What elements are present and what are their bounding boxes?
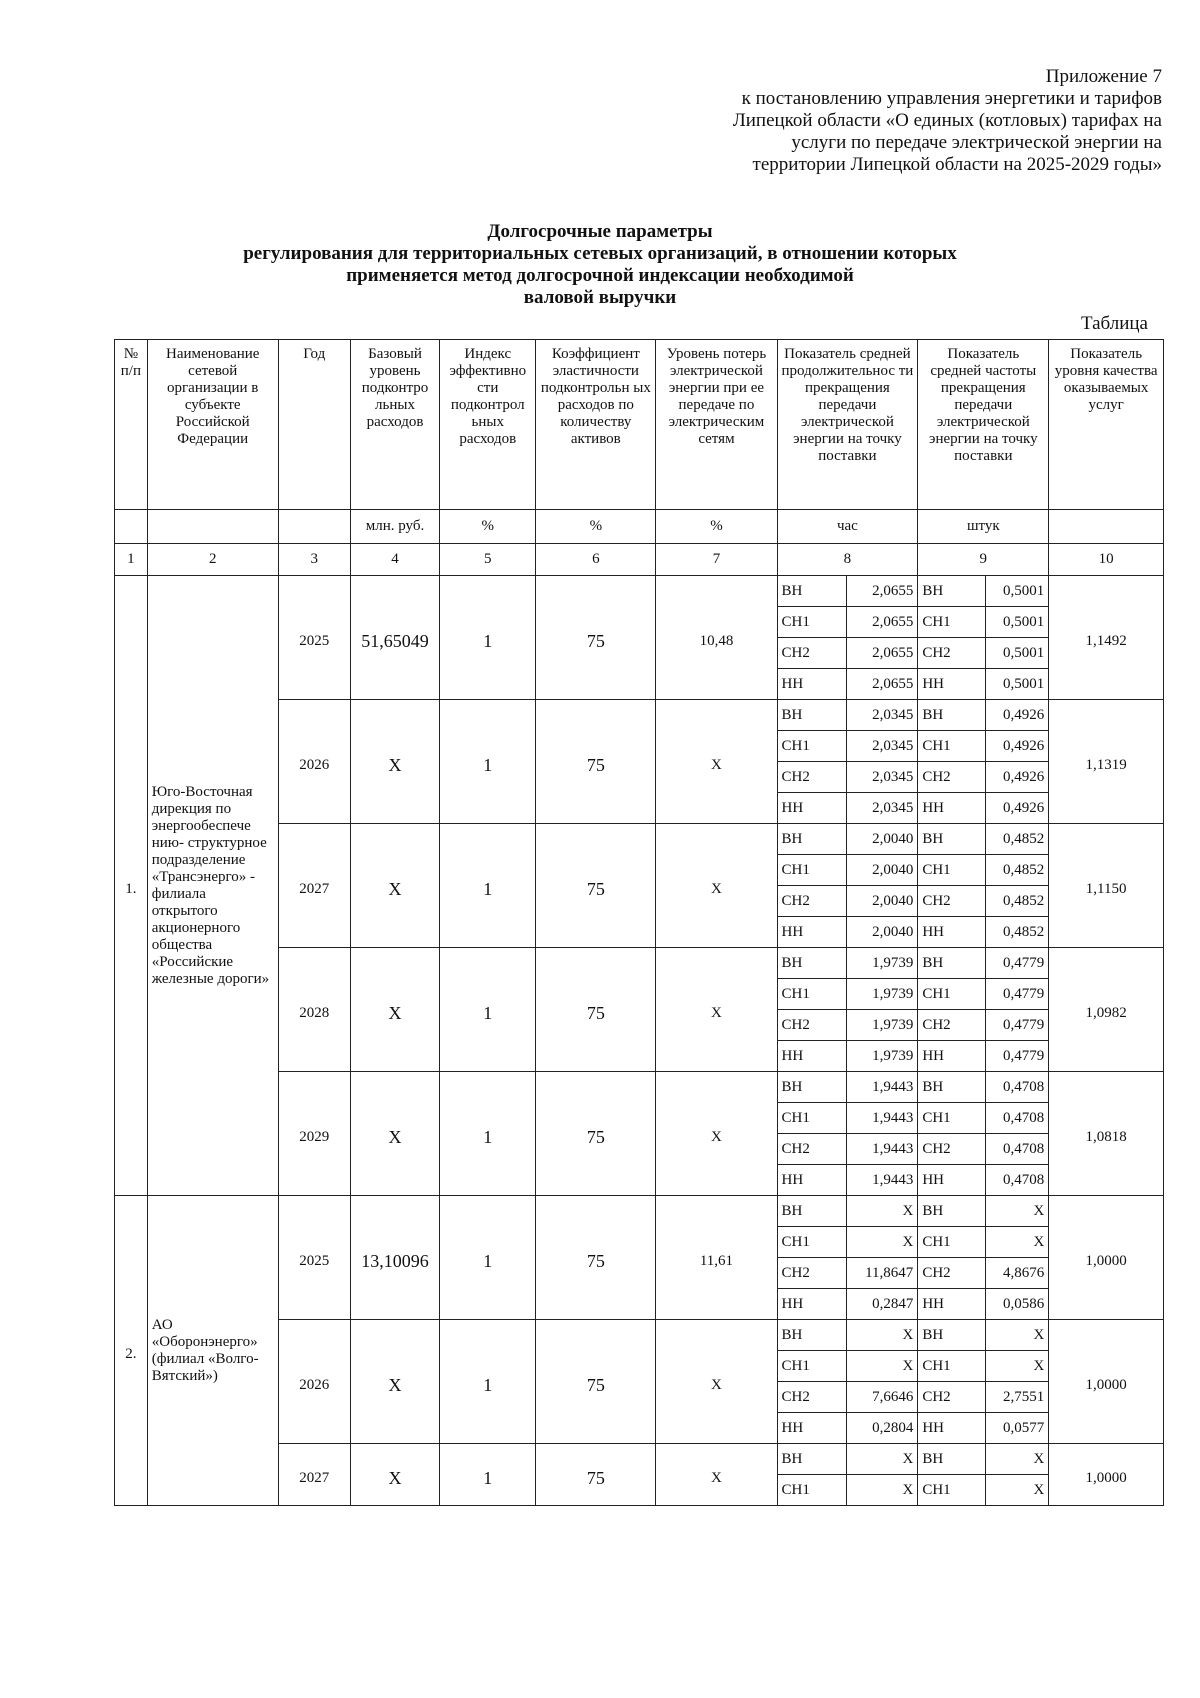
- efficiency-index-cell: 1: [440, 1444, 536, 1506]
- elasticity-coef-cell: 75: [536, 824, 656, 948]
- base-level-cell: X: [350, 700, 440, 824]
- frequency-voltage-label: СН1: [918, 1227, 986, 1258]
- frequency-voltage-label: СН1: [918, 979, 986, 1010]
- frequency-value: 0,4852: [985, 886, 1048, 917]
- column-number-cell: 5: [440, 544, 536, 576]
- frequency-value: 0,5001: [985, 669, 1048, 700]
- org-number-cell: 1.: [115, 576, 148, 1196]
- duration-voltage-label: ВН: [777, 700, 847, 731]
- column-number-cell: 2: [147, 544, 278, 576]
- appendix-line: к постановлению управления энергетики и тарифов: [741, 88, 1162, 109]
- duration-voltage-label: ВН: [777, 1320, 847, 1351]
- efficiency-index-cell: 1: [440, 948, 536, 1072]
- frequency-voltage-label: СН2: [918, 1382, 986, 1413]
- quality-indicator-cell: 1,1150: [1049, 824, 1164, 948]
- duration-value: 1,9739: [847, 1010, 918, 1041]
- frequency-value: 0,5001: [985, 576, 1048, 607]
- column-number-cell: 4: [350, 544, 440, 576]
- units-row: [115, 510, 1164, 544]
- duration-voltage-label: НН: [777, 1413, 847, 1444]
- frequency-value: X: [985, 1227, 1048, 1258]
- duration-value: 2,0040: [847, 886, 918, 917]
- header-cell-frequency: Показатель средней частоты прекращения передачи электрической энергии на точку поставки: [918, 340, 1049, 510]
- frequency-value: 0,4779: [985, 979, 1048, 1010]
- title-line: валовой выручки: [523, 287, 677, 308]
- duration-voltage-label: ВН: [777, 1072, 847, 1103]
- duration-value: X: [847, 1227, 918, 1258]
- loss-level-cell: 10,48: [656, 576, 777, 700]
- duration-value: 1,9443: [847, 1072, 918, 1103]
- unit-cell: млн. руб.: [350, 510, 440, 544]
- duration-value: 2,0345: [847, 700, 918, 731]
- duration-voltage-label: ВН: [777, 1444, 847, 1475]
- org-number-cell: 2.: [115, 1196, 148, 1506]
- duration-voltage-label: НН: [777, 1041, 847, 1072]
- elasticity-coef-cell: 75: [536, 1072, 656, 1196]
- duration-voltage-label: НН: [777, 669, 847, 700]
- frequency-voltage-label: СН1: [918, 1351, 986, 1382]
- duration-value: X: [847, 1444, 918, 1475]
- year-cell: 2025: [278, 1196, 350, 1320]
- unit-cell: %: [536, 510, 656, 544]
- year-cell: 2027: [278, 824, 350, 948]
- efficiency-index-cell: 1: [440, 576, 536, 700]
- duration-value: 2,0655: [847, 638, 918, 669]
- frequency-value: 0,4926: [985, 700, 1048, 731]
- frequency-value: X: [985, 1196, 1048, 1227]
- frequency-value: 2,7551: [985, 1382, 1048, 1413]
- duration-value: 2,0345: [847, 793, 918, 824]
- duration-voltage-label: СН1: [777, 1475, 847, 1506]
- table-label: Таблица: [1080, 313, 1148, 334]
- header-cell-num: № п/п: [115, 340, 148, 510]
- base-level-cell: X: [350, 1444, 440, 1506]
- duration-voltage-label: СН2: [777, 1382, 847, 1413]
- unit-cell: штук: [918, 510, 1049, 544]
- frequency-voltage-label: НН: [918, 917, 986, 948]
- duration-value: 2,0655: [847, 669, 918, 700]
- base-level-cell: X: [350, 948, 440, 1072]
- frequency-value: 0,0577: [985, 1413, 1048, 1444]
- unit-cell: %: [656, 510, 777, 544]
- column-number-cell: 9: [918, 544, 1049, 576]
- title-line: Долгосрочные параметры: [487, 221, 713, 242]
- frequency-value: X: [985, 1320, 1048, 1351]
- header-cell-name: Наименование сетевой организации в субъекте Российской Федерации: [147, 340, 278, 510]
- header-cell-coef: Коэффициент эластичности подконтрольн ых расходов по количеству активов: [536, 340, 656, 510]
- org-name-cell: Юго-Восточная дирекция по энергообеспече нию- структурное подразделение «Трансэнерго» - филиала открытого акционерного общества «Российские железные дороги»: [147, 576, 278, 1196]
- duration-value: 0,2847: [847, 1289, 918, 1320]
- frequency-voltage-label: ВН: [918, 824, 986, 855]
- duration-voltage-label: СН1: [777, 1103, 847, 1134]
- frequency-voltage-label: ВН: [918, 948, 986, 979]
- duration-value: X: [847, 1320, 918, 1351]
- loss-level-cell: X: [656, 824, 777, 948]
- frequency-voltage-label: ВН: [918, 700, 986, 731]
- loss-level-cell: X: [656, 1320, 777, 1444]
- title-line: регулирования для территориальных сетевых организаций, в отношении которых: [243, 243, 957, 264]
- duration-value: 1,9443: [847, 1165, 918, 1196]
- duration-voltage-label: СН1: [777, 855, 847, 886]
- duration-voltage-label: СН1: [777, 731, 847, 762]
- document-title: [0, 221, 1200, 309]
- quality-indicator-cell: 1,0818: [1049, 1072, 1164, 1196]
- appendix-note: [602, 66, 1162, 176]
- column-number-cell: 7: [656, 544, 777, 576]
- title-line: применяется метод долгосрочной индексации необходимой: [346, 265, 854, 286]
- elasticity-coef-cell: 75: [536, 576, 656, 700]
- frequency-value: 0,5001: [985, 607, 1048, 638]
- loss-level-cell: X: [656, 700, 777, 824]
- duration-value: 2,0040: [847, 917, 918, 948]
- frequency-value: 0,4926: [985, 762, 1048, 793]
- header-cell-quality: Показатель уровня качества оказываемых услуг: [1049, 340, 1164, 510]
- column-number-cell: 3: [278, 544, 350, 576]
- unit-cell: [278, 510, 350, 544]
- duration-value: X: [847, 1475, 918, 1506]
- parameters-table: [114, 339, 1164, 1506]
- duration-value: 2,0655: [847, 576, 918, 607]
- frequency-voltage-label: ВН: [918, 1196, 986, 1227]
- loss-level-cell: 11,61: [656, 1196, 777, 1320]
- frequency-voltage-label: ВН: [918, 1444, 986, 1475]
- base-level-cell: X: [350, 1320, 440, 1444]
- loss-level-cell: X: [656, 1444, 777, 1506]
- year-cell: 2026: [278, 1320, 350, 1444]
- unit-cell: час: [777, 510, 918, 544]
- frequency-voltage-label: СН2: [918, 762, 986, 793]
- elasticity-coef-cell: 75: [536, 700, 656, 824]
- header-cell-year: Год: [278, 340, 350, 510]
- duration-value: 11,8647: [847, 1258, 918, 1289]
- loss-level-cell: X: [656, 948, 777, 1072]
- base-level-cell: X: [350, 1072, 440, 1196]
- appendix-line: Липецкой области «О единых (котловых) тарифах на: [732, 110, 1162, 131]
- duration-value: 0,2804: [847, 1413, 918, 1444]
- frequency-value: X: [985, 1444, 1048, 1475]
- duration-voltage-label: СН2: [777, 886, 847, 917]
- column-number-cell: 1: [115, 544, 148, 576]
- quality-indicator-cell: 1,1492: [1049, 576, 1164, 700]
- header-cell-index: Индекс эффективно сти подконтрол ьных расходов: [440, 340, 536, 510]
- frequency-voltage-label: СН1: [918, 1103, 986, 1134]
- frequency-voltage-label: НН: [918, 793, 986, 824]
- efficiency-index-cell: 1: [440, 824, 536, 948]
- header-cell-loss: Уровень потерь электрической энергии при ее передаче по электрическим сетям: [656, 340, 777, 510]
- duration-value: 2,0040: [847, 824, 918, 855]
- frequency-value: 0,4779: [985, 948, 1048, 979]
- column-number-cell: 6: [536, 544, 656, 576]
- duration-voltage-label: НН: [777, 917, 847, 948]
- duration-voltage-label: НН: [777, 1289, 847, 1320]
- duration-voltage-label: ВН: [777, 1196, 847, 1227]
- duration-voltage-label: ВН: [777, 948, 847, 979]
- column-number-cell: 10: [1049, 544, 1164, 576]
- frequency-value: 0,4852: [985, 917, 1048, 948]
- column-number-cell: 8: [777, 544, 918, 576]
- frequency-voltage-label: НН: [918, 1165, 986, 1196]
- year-cell: 2027: [278, 1444, 350, 1506]
- frequency-voltage-label: НН: [918, 1041, 986, 1072]
- unit-cell: %: [440, 510, 536, 544]
- duration-voltage-label: СН2: [777, 1010, 847, 1041]
- efficiency-index-cell: 1: [440, 1320, 536, 1444]
- frequency-voltage-label: СН2: [918, 638, 986, 669]
- duration-voltage-label: СН1: [777, 1351, 847, 1382]
- duration-value: X: [847, 1196, 918, 1227]
- duration-voltage-label: СН2: [777, 762, 847, 793]
- appendix-line: территории Липецкой области на 2025-2029 годы»: [752, 154, 1162, 175]
- frequency-voltage-label: СН1: [918, 607, 986, 638]
- efficiency-index-cell: 1: [440, 700, 536, 824]
- duration-voltage-label: СН2: [777, 1258, 847, 1289]
- frequency-value: 0,4708: [985, 1134, 1048, 1165]
- frequency-voltage-label: СН2: [918, 1010, 986, 1041]
- frequency-voltage-label: НН: [918, 669, 986, 700]
- quality-indicator-cell: 1,0000: [1049, 1196, 1164, 1320]
- frequency-value: X: [985, 1475, 1048, 1506]
- elasticity-coef-cell: 75: [536, 1196, 656, 1320]
- unit-cell: [115, 510, 148, 544]
- frequency-voltage-label: СН1: [918, 731, 986, 762]
- duration-value: 2,0345: [847, 731, 918, 762]
- duration-voltage-label: СН2: [777, 1134, 847, 1165]
- unit-cell: [1049, 510, 1164, 544]
- frequency-value: 0,0586: [985, 1289, 1048, 1320]
- duration-voltage-label: ВН: [777, 824, 847, 855]
- frequency-value: 0,4852: [985, 855, 1048, 886]
- frequency-value: 0,4926: [985, 793, 1048, 824]
- duration-voltage-label: НН: [777, 793, 847, 824]
- duration-value: 2,0345: [847, 762, 918, 793]
- quality-indicator-cell: 1,0000: [1049, 1444, 1164, 1506]
- duration-voltage-label: СН2: [777, 638, 847, 669]
- header-row: [115, 340, 1164, 510]
- frequency-value: 0,4708: [985, 1165, 1048, 1196]
- frequency-voltage-label: СН1: [918, 1475, 986, 1506]
- column-number-row: [115, 544, 1164, 576]
- base-level-cell: 51,65049: [350, 576, 440, 700]
- quality-indicator-cell: 1,1319: [1049, 700, 1164, 824]
- frequency-voltage-label: ВН: [918, 1072, 986, 1103]
- unit-cell: [147, 510, 278, 544]
- year-cell: 2025: [278, 576, 350, 700]
- frequency-voltage-label: НН: [918, 1289, 986, 1320]
- loss-level-cell: X: [656, 1072, 777, 1196]
- frequency-value: 0,4779: [985, 1010, 1048, 1041]
- table-body: [115, 340, 1164, 1506]
- elasticity-coef-cell: 75: [536, 948, 656, 1072]
- appendix-line: услуги по передаче электрической энергии на: [791, 132, 1162, 153]
- duration-voltage-label: СН1: [777, 979, 847, 1010]
- duration-value: 2,0040: [847, 855, 918, 886]
- duration-value: 2,0655: [847, 607, 918, 638]
- frequency-voltage-label: СН2: [918, 1258, 986, 1289]
- appendix-line: Приложение 7: [1045, 66, 1162, 87]
- frequency-voltage-label: ВН: [918, 576, 986, 607]
- duration-voltage-label: СН1: [777, 1227, 847, 1258]
- duration-voltage-label: ВН: [777, 576, 847, 607]
- year-cell: 2028: [278, 948, 350, 1072]
- efficiency-index-cell: 1: [440, 1072, 536, 1196]
- frequency-value: 4,8676: [985, 1258, 1048, 1289]
- duration-value: 1,9443: [847, 1134, 918, 1165]
- frequency-voltage-label: ВН: [918, 1320, 986, 1351]
- duration-value: 1,9739: [847, 948, 918, 979]
- year-cell: 2029: [278, 1072, 350, 1196]
- frequency-voltage-label: СН2: [918, 886, 986, 917]
- duration-value: 1,9443: [847, 1103, 918, 1134]
- year-cell: 2026: [278, 700, 350, 824]
- elasticity-coef-cell: 75: [536, 1444, 656, 1506]
- frequency-voltage-label: СН1: [918, 855, 986, 886]
- frequency-voltage-label: СН2: [918, 1134, 986, 1165]
- frequency-value: 0,5001: [985, 638, 1048, 669]
- frequency-value: 0,4926: [985, 731, 1048, 762]
- duration-voltage-label: НН: [777, 1165, 847, 1196]
- quality-indicator-cell: 1,0982: [1049, 948, 1164, 1072]
- quality-indicator-cell: 1,0000: [1049, 1320, 1164, 1444]
- efficiency-index-cell: 1: [440, 1196, 536, 1320]
- frequency-value: 0,4708: [985, 1072, 1048, 1103]
- org-name-cell: АО «Оборонэнерго» (филиал «Волго- Вятский»): [147, 1196, 278, 1506]
- duration-value: X: [847, 1351, 918, 1382]
- frequency-voltage-label: НН: [918, 1413, 986, 1444]
- header-cell-base: Базовый уровень подконтро льных расходов: [350, 340, 440, 510]
- header-cell-duration: Показатель средней продолжительнос ти прекращения передачи электрической энергии на точку поставки: [777, 340, 918, 510]
- duration-value: 1,9739: [847, 979, 918, 1010]
- base-level-cell: X: [350, 824, 440, 948]
- frequency-value: 0,4852: [985, 824, 1048, 855]
- duration-value: 7,6646: [847, 1382, 918, 1413]
- frequency-value: 0,4779: [985, 1041, 1048, 1072]
- duration-value: 1,9739: [847, 1041, 918, 1072]
- table-row: [115, 576, 1164, 607]
- base-level-cell: 13,10096: [350, 1196, 440, 1320]
- duration-voltage-label: СН1: [777, 607, 847, 638]
- frequency-value: X: [985, 1351, 1048, 1382]
- elasticity-coef-cell: 75: [536, 1320, 656, 1444]
- table-row: [115, 1196, 1164, 1227]
- frequency-value: 0,4708: [985, 1103, 1048, 1134]
